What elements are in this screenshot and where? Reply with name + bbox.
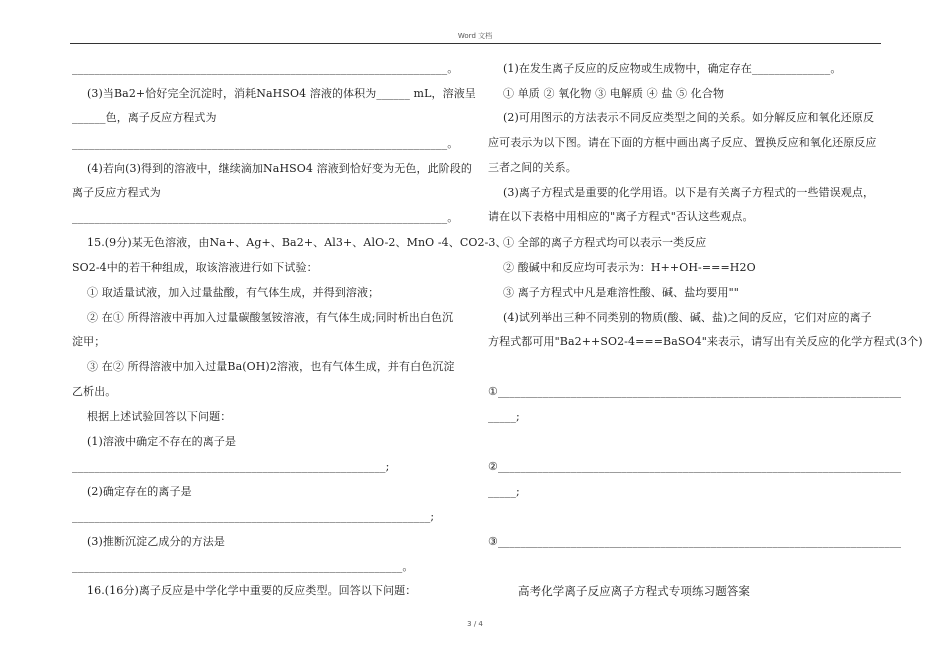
answer-blank-line: ___________________________________________________________________。 (72, 137, 459, 150)
question-4-text: (4)若向(3)得到的溶液中，继续滴加NaHSO4 溶液到恰好变为无色，此阶段的 (87, 162, 472, 175)
q16-subquestion-1: (1)在发生离子反应的反应物或生成物中，确定存在______________。 (503, 62, 842, 75)
experiment-step-1: ① 取适量试液，加入过量盐酸，有气体生成，并得到溶液； (87, 286, 380, 299)
q16-subquestion-2: (2)可用图示的方法表示不同反应类型之间的关系。如分解反应和氧化还原反 (503, 111, 875, 124)
subquestion-1: (1)溶液中确定不存在的离子是 (87, 435, 237, 448)
q16-subquestion-2-cont: 三者之间的关系。 (488, 161, 577, 174)
instruction-text: 根据上述试验回答以下问题： (87, 410, 232, 423)
answer-blank-line: ___________________________________________________________________。 (72, 211, 459, 224)
q16-subquestion-3-cont: 请在以下表格中用相应的"离子方程式"否认这些观点。 (488, 210, 754, 223)
q16-subquestion-2-cont: 应可表示为以下图。请在下面的方框中画出离子反应、置换反应和氧化还原反应 (488, 136, 877, 149)
experiment-step-3-cont: 乙析出。 (72, 385, 117, 398)
question-15-title: 15.(9分)某无色溶液，由Na+、Ag+、Ba2+、Al3+、AlO-2、MnO -4、CO2-3、 (87, 236, 507, 249)
experiment-step-3: ③ 在② 所得溶液中加入过量Ba(OH)2溶液，也有气体生成，并有白色沉淀 (87, 360, 455, 373)
page-number: 3 / 4 (467, 620, 483, 628)
question-15-title-cont: SO2-4中的若干种组成，取该溶液进行如下试验： (72, 261, 318, 274)
question-16-title: 16.(16分)离子反应是中学化学中重要的反应类型。回答以下问题： (87, 584, 417, 597)
experiment-step-2-cont: 淀甲； (72, 335, 106, 348)
experiment-step-2: ② 在① 所得溶液中再加入过量碳酸氢铵溶液，有气体生成;同时析出白色沉 (87, 311, 454, 324)
q16-options: ① 单质 ② 氧化物 ③ 电解质 ④ 盐 ⑤ 化合物 (503, 87, 725, 100)
subquestion-2: (2)确定存在的离子是 (87, 485, 192, 498)
answer-blank-line: ___________________________________________________________。 (72, 560, 414, 573)
answer-line-2-cont: _____; (488, 485, 520, 498)
answer-line-1: ①________________________________________________________________________ (488, 385, 902, 398)
question-3-text-cont: ______色，离子反应方程式为 (72, 111, 217, 124)
wrong-view-3: ③ 离子方程式中凡是难溶性酸、碱、盐均要用"" (503, 286, 739, 299)
wrong-view-2: ② 酸碱中和反应均可表示为：H++OH-===H2O (503, 261, 756, 274)
answer-blank-line: ________________________________________________________; (72, 460, 390, 473)
page-header: Word 文档 (457, 32, 493, 40)
wrong-view-1: ① 全部的离子方程式均可以表示一类反应 (503, 236, 707, 249)
subquestion-3: (3)推断沉淀乙成分的方法是 (87, 535, 225, 548)
question-3-text: (3)当Ba2+恰好完全沉淀时，消耗NaHSO4 溶液的体积为______ mL，溶液呈 (87, 87, 476, 100)
answer-blank-line: ________________________________________________________________; (72, 510, 435, 523)
q16-subquestion-3: (3)离子方程式是重要的化学用语。以下是有关离子方程式的一些错误观点， (503, 186, 875, 199)
q16-subquestion-4: (4)试列举出三种不同类别的物质(酸、碱、盐)之间的反应，它们对应的离子 (503, 311, 872, 324)
answer-blank-line: ___________________________________________________________________。 (72, 62, 459, 75)
header-divider (70, 43, 881, 44)
question-4-text-cont: 离子反应方程式为 (72, 186, 161, 199)
q16-subquestion-4-cont: 方程式都可用"Ba2++SO2-4===BaSO4"来表示，请写出有关反应的化学方程式(3个) (488, 335, 923, 348)
answer-section-title: 高考化学离子反应离子方程式专项练习题答案 (518, 584, 750, 598)
answer-line-3: ③________________________________________________________________________ (488, 535, 902, 548)
answer-line-1-cont: _____; (488, 410, 520, 423)
answer-line-2: ②________________________________________________________________________ (488, 460, 902, 473)
